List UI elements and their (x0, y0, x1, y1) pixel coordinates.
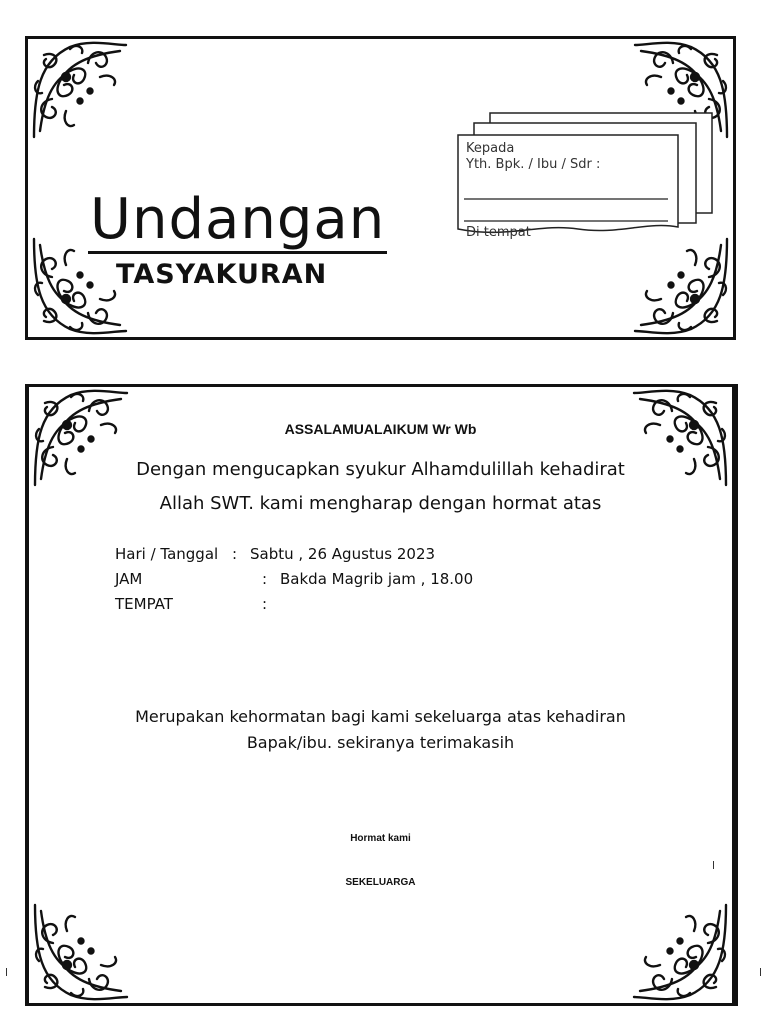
detail-label-place: TEMPAT (115, 595, 173, 613)
detail-value-time: Bakda Magrib jam , 18.00 (280, 570, 474, 588)
divider (6, 968, 7, 976)
sign-label: Hormat kami (350, 833, 411, 844)
detail-sep-place: : (262, 595, 268, 613)
closing-line-1: Merupakan kehormatan bagi kami sekeluarga atas kehadiran (135, 707, 626, 726)
address-label (448, 109, 738, 269)
sign-name: SEKELUARGA (345, 877, 416, 888)
intro-line-1: Dengan mengucapkan syukur Alhamdulillah kehadirat (136, 459, 625, 480)
ornament-corner-icon (630, 901, 730, 1001)
address-kepada: Kepada (466, 141, 515, 156)
detail-value-date: Sabtu , 26 Agustus 2023 (250, 545, 436, 563)
stacked-papers-icon (448, 109, 738, 269)
cover-subtitle: TASYAKURAN (116, 259, 328, 290)
detail-sep-time: : (262, 570, 268, 588)
detail-label-date: Hari / Tanggal (115, 545, 219, 563)
invitation-cover (25, 36, 736, 340)
ornament-corner-icon (30, 41, 130, 141)
address-recipient: Yth. Bpk. / Ibu / Sdr : (466, 157, 601, 172)
closing-line-2: Bapak/ibu. sekiranya terimakasih (246, 733, 515, 752)
divider (713, 861, 714, 869)
divider (760, 968, 761, 976)
detail-sep-date: : (232, 545, 238, 563)
invitation-content (25, 384, 738, 1006)
intro-line-2: Allah SWT. kami mengharap dengan hormat atas (159, 493, 602, 514)
address-di-tempat: Di tempat (466, 225, 531, 240)
greeting: ASSALAMUALAIKUM Wr Wb (284, 421, 477, 437)
detail-label-time: JAM (115, 570, 143, 588)
cover-title: Undangan (90, 187, 386, 252)
ornament-corner-icon (31, 901, 131, 1001)
